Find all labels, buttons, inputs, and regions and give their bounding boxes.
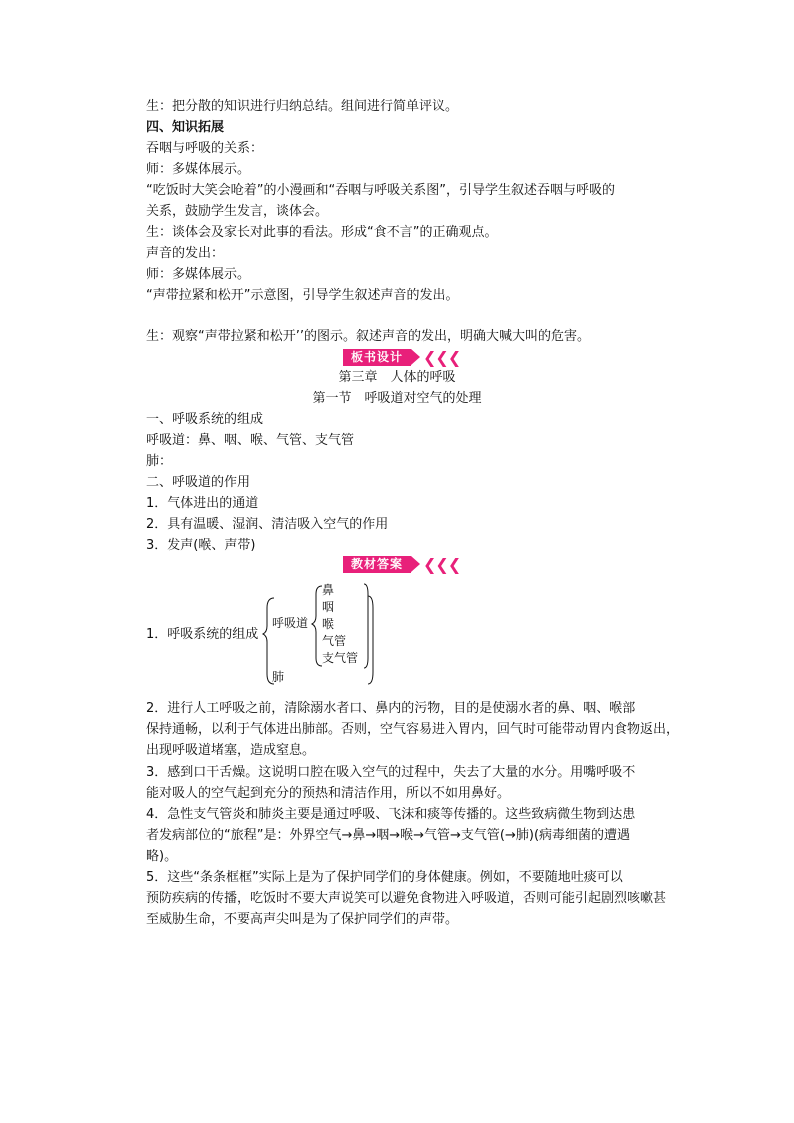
banner-label: 板书设计	[343, 349, 411, 366]
answer-line: 预防疾病的传播，吃饭时不要大声说笑可以避免食物进入呼吸道，否则可能引起剧烈咳嗽甚	[146, 891, 667, 906]
section-heading: 四、知识拓展	[146, 120, 225, 135]
chapter-title: 第三章 人体的呼吸	[338, 370, 456, 385]
answer-line: 5．这些“条条框框”实际上是为了保护同学们的身体健康。例如，不要随地吐痰可以	[146, 870, 623, 885]
answer-line: 者发病部位的“旅程”是：外界空气→鼻→咽→喉→气管→支气管(→肺)(病毒细菌的遭遇	[146, 828, 631, 843]
text-line: 肺：	[146, 454, 173, 469]
text-line: 生：谈体会及家长对此事的看法。形成“食不言”的正确观点。	[146, 225, 498, 240]
answer-line: 能对吸人的空气起到充分的预热和清洁作用，所以不如用鼻好。	[146, 786, 511, 801]
list-item: 2．具有温暖、湿润、清洁吸入空气的作用	[146, 517, 389, 532]
section-title: 第一节 呼吸道对空气的处理	[312, 391, 482, 406]
text-line: 生：观察“声带拉紧和松开’’的图示。叙述声音的发出，明确大喊大叫的危害。	[146, 329, 590, 344]
tree-item: 支气管	[322, 651, 359, 665]
tree-item: 鼻	[322, 583, 335, 597]
chevron-left-icon: ❮❮❮	[423, 554, 461, 574]
chevron-left-icon: ❮❮❮	[423, 347, 461, 367]
answer-1-label: 1．呼吸系统的组成	[146, 627, 259, 642]
text-line: 声音的发出：	[146, 246, 225, 261]
text-line: 一、呼吸系统的组成	[146, 412, 264, 427]
tree-item: 咽	[322, 600, 335, 614]
answer-line: 至威胁生命，不要高声尖叫是为了保护同学们的声带。	[146, 912, 459, 927]
text-line: 呼吸道：鼻、咽、喉、气管、支气管	[146, 433, 355, 448]
text-line: 吞咽与呼吸的关系：	[146, 141, 264, 156]
tree-lung-label: 肺	[272, 670, 285, 684]
board-design-banner	[343, 348, 460, 366]
text-line: 师：多媒体展示。	[146, 162, 251, 177]
banner-label: 教材答案	[343, 556, 411, 573]
respiratory-system-tree	[262, 578, 382, 690]
text-line: 关系，鼓励学生发言，谈体会。	[146, 204, 329, 219]
text-line: 二、呼吸道的作用	[146, 475, 251, 490]
answer-line: 2．进行人工呼吸之前，清除溺水者口、鼻内的污物，目的是使溺水者的鼻、咽、喉部	[146, 701, 636, 716]
text-line: 师：多媒体展示。	[146, 267, 251, 282]
tree-tract-label: 呼吸道	[272, 616, 309, 630]
answer-line: 4．急性支气管炎和肺炎主要是通过呼吸、飞沫和痰等传播的。这些致病微生物到达患	[146, 807, 636, 822]
textbook-answers-banner	[343, 555, 460, 573]
text-line: 生：把分散的知识进行归纳总结。组间进行简单评议。	[146, 99, 459, 114]
answer-line: 3．感到口干舌燥。这说明口腔在吸入空气的过程中，失去了大量的水分。用嘴呼吸不	[146, 765, 636, 780]
tree-item: 气管	[322, 634, 347, 648]
list-item: 3．发声(喉、声带)	[146, 538, 256, 553]
tree-item: 喉	[322, 617, 335, 631]
answer-line: 出现呼吸道堵塞，造成窒息。	[146, 743, 316, 758]
text-line: “声带拉紧和松开”示意图，引导学生叙述声音的发出。	[146, 288, 459, 303]
answer-line: 保持通畅，以利于气体进出肺部。否则，空气容易进入胃内，回气时可能带动胃内食物返出，	[146, 722, 680, 737]
list-item: 1．气体进出的通道	[146, 496, 259, 511]
answer-line: 略)。	[146, 849, 178, 864]
text-line: “吃饭时大笑会呛着”的小漫画和“吞咽与呼吸关系图”，引导学生叙述吞咽与呼吸的	[146, 183, 615, 198]
